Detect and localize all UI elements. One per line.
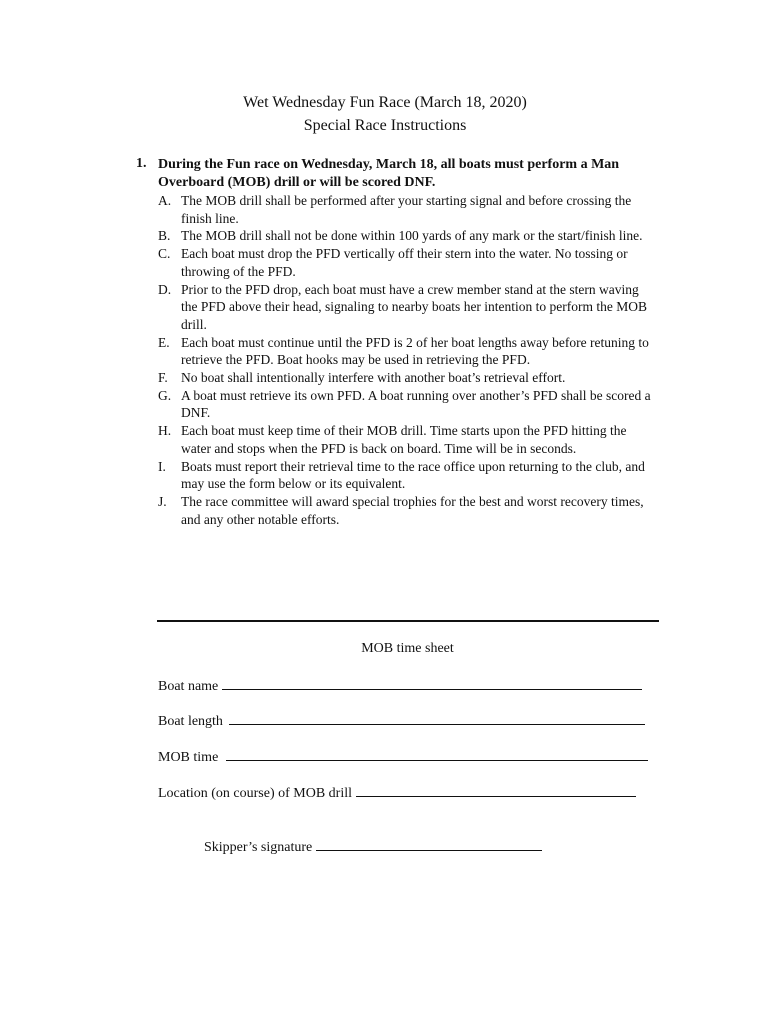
form-title: MOB time sheet: [361, 641, 454, 656]
boat-length-label: Boat length: [158, 714, 223, 729]
list-item: [158, 192, 658, 227]
list-item: [158, 387, 658, 422]
list-item-text: Each boat must keep time of their MOB drill. Time starts upon the PFD hitting the water and stops when the PFD is back on board. Time will be in seconds.: [181, 423, 627, 456]
boat-name-field: [158, 677, 642, 695]
mob-time-blank[interactable]: [226, 748, 648, 761]
list-item: [158, 493, 658, 528]
location-field: [158, 784, 636, 802]
boat-name-label: Boat name: [158, 679, 219, 694]
list-item-letter: A.: [158, 193, 172, 208]
document-subtitle: Special Race Instructions: [303, 117, 467, 134]
list-item-text: Each boat must drop the PFD vertically off their stern into the water. No tossing or throwing of the PFD.: [181, 246, 628, 279]
boat-length-field: [158, 712, 645, 730]
list-item-letter: I.: [158, 458, 166, 474]
boat-length-blank[interactable]: [229, 712, 645, 725]
list-item-letter: F.: [158, 370, 168, 386]
list-item-text: No boat shall intentionally interfere with another boat’s retrieval effort.: [181, 370, 566, 386]
list-item-letter: J.: [158, 493, 167, 509]
location-label: Location (on course) of MOB drill: [158, 786, 353, 801]
list-item-text: Each boat must continue until the PFD is 2 of her boat lengths away before retuning to retrieve the PFD. Boat hooks may be used in retrieving the PFD.: [181, 334, 649, 368]
list-item: [158, 281, 658, 334]
list-item-letter: D.: [158, 281, 172, 297]
list-item-letter: H.: [158, 423, 172, 439]
list-item-text: A boat must retrieve its own PFD. A boat running over another’s PFD shall be scored a DNF.: [181, 387, 651, 421]
list-item: [158, 334, 658, 369]
instructions-list: [158, 192, 658, 528]
list-item-text: Boats must report their retrieval time to the race office upon returning to the club, and may use the form below or its equivalent.: [181, 458, 645, 492]
list-item-letter: B.: [158, 228, 171, 244]
list-item: [158, 458, 658, 493]
list-item: [158, 369, 658, 387]
list-item-text: The MOB drill shall not be done within 100 yards of any mark or the start/finish line.: [181, 228, 643, 244]
location-blank[interactable]: [356, 784, 636, 797]
mob-time-label: MOB time: [158, 750, 219, 765]
item-heading: During the Fun race on Wednesday, March 18, all boats must perform a Man Overboard (MOB) drill or will be scored DNF.: [158, 157, 620, 190]
signature-field: [204, 838, 542, 856]
signature-label: Skipper’s signature: [204, 840, 313, 855]
list-item: [158, 245, 658, 280]
list-item-letter: E.: [158, 334, 170, 350]
list-item: [158, 422, 658, 457]
list-item-text: The race committee will award special trophies for the best and worst recovery times, and any other notable efforts.: [181, 493, 644, 527]
list-item-letter: G.: [158, 387, 172, 403]
document-title: Wet Wednesday Fun Race (March 18, 2020): [243, 94, 527, 111]
list-item: [158, 227, 658, 245]
mob-time-field: [158, 748, 648, 766]
list-item-text: Prior to the PFD drop, each boat must have a crew member stand at the stern waving the PFD above their head, signaling to nearby boats her intention to perform the MOB drill.: [181, 281, 648, 332]
signature-blank[interactable]: [316, 838, 542, 851]
list-item-text: The MOB drill shall be performed after your starting signal and before crossing the finish line.: [181, 193, 632, 226]
list-item-letter: C.: [158, 246, 171, 262]
section-divider: [157, 620, 659, 622]
boat-name-blank[interactable]: [222, 677, 642, 690]
item-number: 1.: [136, 156, 147, 171]
